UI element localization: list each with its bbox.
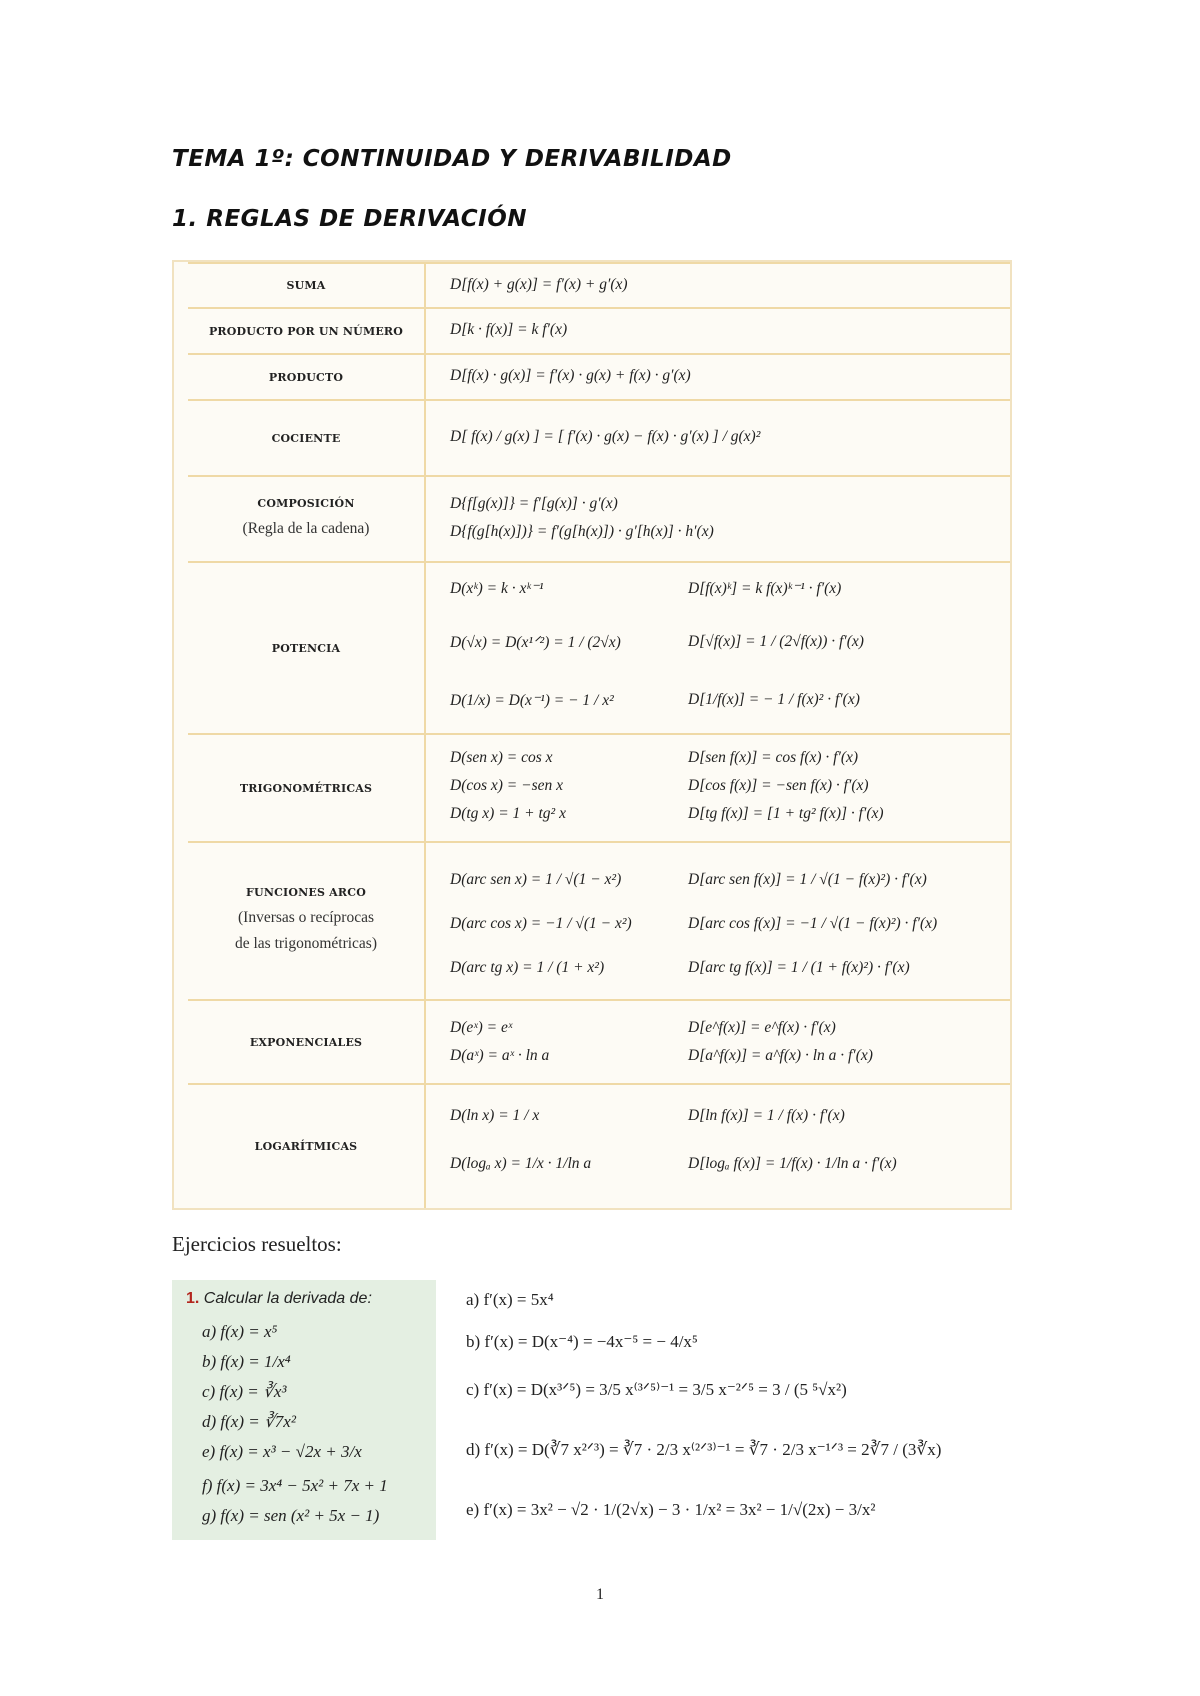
solution-line: d) f′(x) = D(∛7 x²ᐟ³) = ∛7 · 2/3 x⁽²ᐟ³⁾⁻¹ = ∛7 · 2/3 x⁻¹ᐟ³ = 2∛7 / (3∛x) bbox=[466, 1440, 942, 1459]
rule-label-cell bbox=[188, 309, 426, 353]
rule-formula: D[e^f(x)] = e^f(x) · f′(x) bbox=[688, 1019, 836, 1036]
rule-label-cell bbox=[188, 264, 426, 307]
rule-formula: D[k · f(x)] = k f′(x) bbox=[450, 321, 568, 338]
rule-label-cell bbox=[188, 843, 426, 999]
rule-formula: D(arc tg x) = 1 / (1 + x²) bbox=[450, 959, 605, 976]
solution-line: a) f′(x) = 5x⁴ bbox=[466, 1290, 554, 1309]
rule-sublabel: (Regla de la cadena) bbox=[242, 519, 370, 537]
solution-line: b) f′(x) = D(x⁻⁴) = −4x⁻⁵ = − 4/x⁵ bbox=[466, 1332, 698, 1351]
rule-formula: D(ln x) = 1 / x bbox=[450, 1107, 540, 1124]
rule-formula: D(sen x) = cos x bbox=[450, 749, 553, 766]
rule-label-cell bbox=[188, 401, 426, 475]
rule-label: PRODUCTO bbox=[268, 370, 344, 384]
rule-formula: D(arc sen x) = 1 / √(1 − x²) bbox=[450, 871, 622, 888]
rule-formula: D[f(x) + g(x)] = f′(x) + g′(x) bbox=[450, 276, 628, 293]
section-title: 1. REGLAS DE DERIVACIÓN bbox=[172, 206, 528, 232]
exercise-number: 1. bbox=[186, 1290, 200, 1307]
rule-row-logaritmicas bbox=[188, 1083, 1010, 1208]
rule-formula: D{f[g(x)]} = f′[g(x)] · g′(x) bbox=[450, 495, 618, 512]
rule-formula: D[1/f(x)] = − 1 / f(x)² · f′(x) bbox=[688, 691, 860, 708]
rule-label: FUNCIONES ARCO bbox=[246, 885, 366, 899]
rule-formula: D[f(x)ᵏ] = k f(x)ᵏ⁻¹ · f′(x) bbox=[688, 580, 842, 597]
rule-formula: D(arc cos x) = −1 / √(1 − x²) bbox=[450, 915, 632, 932]
rule-row-potencia bbox=[188, 561, 1010, 733]
rule-row-cociente bbox=[188, 399, 1010, 475]
rule-formula: D[√f(x)] = 1 / (2√f(x)) · f′(x) bbox=[688, 633, 864, 650]
rule-row-suma bbox=[188, 262, 1010, 307]
exercise-item: f) f(x) = 3x⁴ − 5x² + 7x + 1 bbox=[202, 1476, 388, 1495]
rule-label: TRIGONOMÉTRICAS bbox=[239, 781, 373, 795]
rule-sublabel: (Inversas o recíprocas bbox=[238, 908, 374, 926]
rule-label-cell bbox=[188, 1001, 426, 1083]
derivation-rules-table bbox=[172, 260, 1012, 1210]
exercise-item: b) f(x) = 1/x⁴ bbox=[202, 1352, 291, 1371]
rule-formula: D[logₐ f(x)] = 1/f(x) · 1/ln a · f′(x) bbox=[688, 1155, 897, 1172]
rule-row-producto bbox=[188, 353, 1010, 399]
solution-line: e) f′(x) = 3x² − √2 · 1/(2√x) − 3 · 1/x² = 3x² − 1/√(2x) − 3/x² bbox=[466, 1500, 876, 1519]
rule-formula: D(√x) = D(x¹ᐟ²) = 1 / (2√x) bbox=[450, 634, 621, 651]
rule-formula: D(logₐ x) = 1/x · 1/ln a bbox=[450, 1155, 592, 1172]
rule-label: SUMA bbox=[286, 279, 326, 292]
rule-formula: D(1/x) = D(x⁻¹) = − 1 / x² bbox=[450, 692, 614, 709]
rule-formula: D[arc sen f(x)] = 1 / √(1 − f(x)²) · f′(x) bbox=[688, 871, 927, 888]
rule-label: PRODUCTO POR UN NÚMERO bbox=[208, 324, 404, 338]
solution-line: c) f′(x) = D(x³ᐟ⁵) = 3/5 x⁽³ᐟ⁵⁾⁻¹ = 3/5 x⁻²ᐟ⁵ = 3 / (5 ⁵√x²) bbox=[466, 1380, 847, 1399]
exercise-prompt bbox=[186, 1290, 372, 1308]
rule-formula: D(aˣ) = aˣ · ln a bbox=[450, 1047, 550, 1064]
exercise-item: g) f(x) = sen (x² + 5x − 1) bbox=[202, 1506, 380, 1525]
rule-formula: D[ f(x) / g(x) ] = [ f′(x) · g(x) − f(x) · g′(x) ] / g(x)² bbox=[450, 428, 761, 445]
exercise-item: e) f(x) = x³ − √2x + 3/x bbox=[202, 1442, 362, 1461]
rule-formula: D(xᵏ) = k · xᵏ⁻¹ bbox=[450, 580, 544, 597]
exercise-prompt-text: Calcular la derivada de: bbox=[203, 1290, 372, 1307]
rule-label-cell bbox=[188, 355, 426, 399]
rule-formula: D[tg f(x)] = [1 + tg² f(x)] · f′(x) bbox=[688, 805, 884, 822]
rule-formula: D[f(x) · g(x)] = f′(x) · g(x) + f(x) · g′(x) bbox=[450, 367, 691, 384]
rule-formula: D[arc tg f(x)] = 1 / (1 + f(x)²) · f′(x) bbox=[688, 959, 910, 976]
rule-label-cell bbox=[188, 477, 426, 561]
exercise-prompt-box bbox=[172, 1280, 436, 1540]
rule-row-trigonometricas bbox=[188, 733, 1010, 841]
rule-row-producto-numero bbox=[188, 307, 1010, 353]
rule-row-composicion bbox=[188, 475, 1010, 561]
rule-sublabel: de las trigonométricas) bbox=[234, 934, 378, 952]
rule-row-arco bbox=[188, 841, 1010, 999]
exercises-heading: Ejercicios resueltos: bbox=[172, 1232, 342, 1256]
page-title: TEMA 1º: CONTINUIDAD Y DERIVABILIDAD bbox=[172, 146, 732, 172]
rule-label: EXPONENCIALES bbox=[249, 1035, 363, 1049]
rule-label: LOGARÍTMICAS bbox=[254, 1140, 358, 1153]
exercise-item: a) f(x) = x⁵ bbox=[202, 1322, 278, 1341]
rule-label-cell bbox=[188, 563, 426, 733]
rule-formula: D(cos x) = −sen x bbox=[450, 777, 564, 794]
rule-formula: D[cos f(x)] = −sen f(x) · f′(x) bbox=[688, 777, 869, 794]
rule-formula: D[a^f(x)] = a^f(x) · ln a · f′(x) bbox=[688, 1047, 873, 1064]
rule-label: POTENCIA bbox=[271, 641, 341, 655]
rule-formula: D(eˣ) = eˣ bbox=[450, 1019, 513, 1036]
rule-formula: D(tg x) = 1 + tg² x bbox=[450, 805, 566, 822]
rule-formula: D{f(g[h(x)])} = f′(g[h(x)]) · g′[h(x)] · h′(x) bbox=[450, 523, 714, 540]
rule-formula: D[arc cos f(x)] = −1 / √(1 − f(x)²) · f′(x) bbox=[688, 915, 938, 932]
rule-row-exponenciales bbox=[188, 999, 1010, 1083]
rule-formula: D[sen f(x)] = cos f(x) · f′(x) bbox=[688, 749, 859, 766]
rule-label-cell bbox=[188, 735, 426, 841]
rule-label: COCIENTE bbox=[271, 431, 341, 445]
page-number: 1 bbox=[596, 1586, 604, 1603]
rule-label-cell bbox=[188, 1085, 426, 1208]
rule-label: COMPOSICIÓN bbox=[257, 496, 355, 510]
rule-formula: D[ln f(x)] = 1 / f(x) · f′(x) bbox=[688, 1107, 845, 1124]
exercise-item: d) f(x) = ∛7x² bbox=[202, 1412, 296, 1431]
exercise-item: c) f(x) = ∛x³ bbox=[202, 1382, 287, 1401]
